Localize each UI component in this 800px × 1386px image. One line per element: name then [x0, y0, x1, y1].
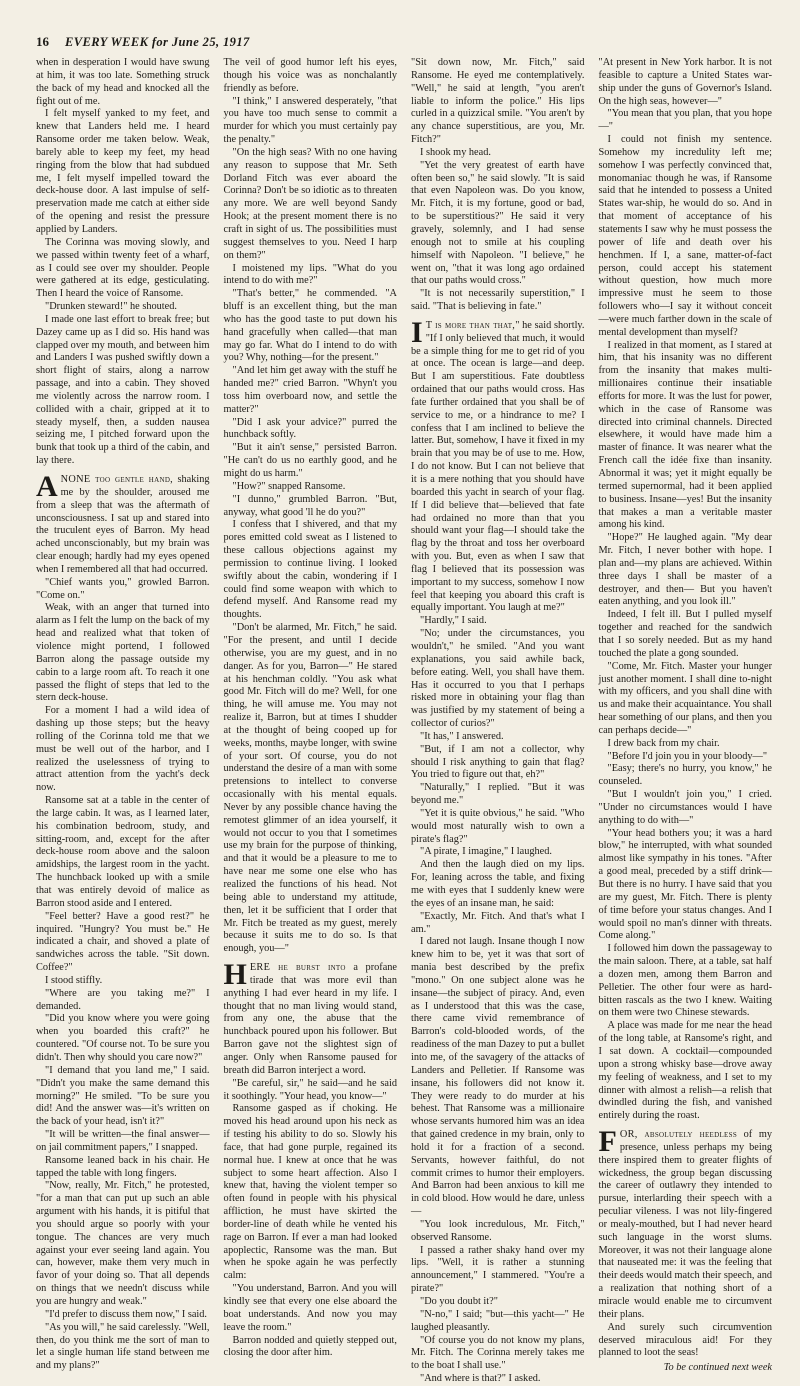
paragraph: "I think," I answered desperately, "that you have too much sense to commit a murder for which you must certainly pay the penalty." — [223, 95, 397, 146]
drop-cap: H — [223, 958, 247, 992]
paragraph: "Yet the very greatest of earth have often been so," he said slowly. "It is said that even Napoleon was. Do you know, Mr. Fitch, it is my fortune, good or bad, to be superstitious?" He said it very gravely, solemnly, and I had sense enough not to smile at his coupling himself with Napoleon. "I believe," he went on, "that it was long ago ordained that our paths would cross." — [411, 159, 585, 287]
paragraph: "Come, Mr. Fitch. Master your hunger just another moment. I shall dine to-night with my officers, and you shall dine with us and make their acquaintance. You shall hear something of our plans, and then you can perhaps decide—" — [598, 660, 772, 736]
paragraph: "Easy; there's no hurry, you know," he counseled. — [598, 763, 772, 788]
drop-cap: I — [411, 315, 423, 349]
paragraph: "At present in New York harbor. It is not feasible to capture a United States war-ship under the guns of Governor's Island. On the high seas, however—" — [598, 57, 772, 107]
paragraph: I moistened my lips. "What do you intend to do with me?" — [223, 262, 397, 287]
drop-cap: A — [36, 470, 58, 503]
paragraph: "How?" snapped Ransome. — [232, 480, 346, 492]
running-title: EVERY WEEK for June 25, 1917 — [65, 35, 250, 49]
paragraph: And surely such circumvention deserved miraculous aid! For they planned to loot the seas! — [598, 1321, 772, 1359]
paragraph: "And where is that?" I asked. — [420, 1373, 541, 1385]
paragraph: I passed a rather shaky hand over my lips. "Well, it is rather a stunning announcement," I stammered. "You're a pirate?" — [411, 1244, 585, 1295]
paragraph: "Of course you do not know my plans, Mr. Fitch. The Corinna merely takes me to the boat I shall use." — [411, 1334, 585, 1372]
paragraph: I felt myself yanked to my feet, and knew that Landers held me. I heard Ransome order me taken below. Weak, barely able to keep my feet, my head ringing from the blow that had subdued me, I felt myself impelled toward the deck-house door. A last impulse of self-preservation made me catch at either side of the opening and resist the pressure applied by Landers. — [36, 108, 210, 235]
paragraph: "But I wouldn't join you," I cried. "Under no circumstances would I have anything to do with—" — [598, 789, 772, 826]
paragraph: Barron nodded and quietly stepped out, closing the door after him. — [223, 1334, 397, 1359]
paragraph: "Now, really, Mr. Fitch," he protested, "for a man that can put up such an able argument with his hands, it is pitiful that you should argue so poorly with your tongue. The chances are very much against your ever seeing land again. You can, however, make them very much in favor of your doing so. That all depends on things that we needn't discuss while you are hungry and weak." — [36, 1180, 210, 1307]
paragraph-text: shaking me by the shoulder, aroused me from a sleep that was the aftermath of unconsciousness. I sat up and stared into the truculent eyes of Barron. My head ached unconscionably, but my brain was clear enough; hardly had my eyes opened when I remembered all that had occurred. — [36, 474, 210, 575]
paragraph: I shook my head. — [420, 146, 491, 158]
paragraph: I drew back from my chair. — [607, 737, 720, 749]
paragraph: The veil of good humor left his eyes, though his voice was as nonchalantly friendly as before. — [223, 57, 397, 94]
section-opening-paragraph — [598, 1125, 773, 1322]
paragraph: "It will be written—the final answer—on jail commitment papers," I snapped. — [36, 1129, 210, 1153]
paragraph: "You understand, Barron. And you will kindly see that every one else aboard the boat understands. And now you may leave the room." — [223, 1283, 397, 1333]
paragraph: "Sit down now, Mr. Fitch," said Ransome. He eyed me contemplatively. "Well," he said at length, "you aren't liable to inform the police." His lips curled in a quizzical smile. "You aren't by any chance superstitious, are you, Mr. Fitch?" — [411, 57, 585, 146]
paragraph: And then the laugh died on my lips. For, leaning across the table, and fixing me with eyes that I suddenly knew were the eyes of an insane man, he said: — [411, 859, 585, 909]
column-1 — [36, 57, 210, 1386]
paragraph: "Did you know where you were going when you boarded this craft?" he countered. "Of course not. To be sure you didn't. Then why should you care now?" — [36, 1013, 210, 1063]
paragraph: "And let him get away with the stuff he handed me?" cried Barron. "Whyn't you toss him overboard now, and settle the matter?" — [223, 365, 397, 415]
paragraph: "Yet it is quite obvious," he said. "Who would most naturally wish to own a pirate's flag?" — [411, 807, 585, 845]
paragraph: "But it ain't sense," persisted Barron. "He can't do us no earthly good, and he might do us harm." — [223, 442, 397, 479]
paragraph: I followed him down the passageway to the main saloon. There, at a table, sat half a dozen men, among them Barron and Pelletier. The other four were as hard-bitten rascals as the two I knew. Waiting on them were two Chinese stewards. — [598, 943, 772, 1019]
paragraph: "I'd prefer to discuss them now," I said. — [45, 1308, 208, 1320]
drop-cap: F — [598, 1125, 617, 1159]
paragraph: "Drunken steward!" he shouted. — [45, 301, 177, 313]
paragraph: I stood stiffly. — [45, 974, 103, 986]
paragraph: "N-no," I said; "but—this yacht—" He laughed pleasantly. — [411, 1308, 585, 1333]
paragraph: Ransome leaned back in his chair. He tapped the table with long fingers. — [36, 1154, 210, 1179]
paragraph: Ransome gasped as if choking. He moved his head around upon his neck as if testing his ability to do so. Slowly his face, that had gone purple, regained its normal hue. I knew at once that he was subject to some heart affection. Also I knew that, having the violent temper so often found in people with his physical affliction, he must have skirted the border-line of death while he vented his rage on Barron. If ever a man had looked apoplectic, Ransome was the man. But when he spoke again he was perfectly calm: — [223, 1103, 397, 1282]
paragraph: "Your head bothers you; it was a hard blow," he interrupted, with what sounded almost like sympathy in his tones. "After a good meal, preceded by a stiff drink— But there is no hurry. I have said that you are my guest, Mr. Fitch. There is plenty of time before your status changes. And I would spoil no man's dinner with threats. Come along." — [598, 827, 772, 942]
column-4 — [599, 57, 773, 1386]
paragraph: "Hardly," I said. — [420, 615, 487, 627]
section-opening-paragraph — [36, 470, 210, 577]
section-opening-paragraph — [411, 315, 585, 615]
paragraph: "No; under the circumstances, you wouldn't," he smiled. "And you want explanations, you said awhile back, before eating. Well, you shall have them. Has it occurred to you that I perhaps risked more in obtaining your flag than was justified by my statement of being a collector of curios?" — [411, 628, 585, 730]
paragraph: "Do you doubt it?" — [420, 1296, 498, 1307]
paragraph: "Don't be alarmed, Mr. Fitch," he said. "For the present, and until I decide otherwise, you are my guest, and in no danger. As for you, Barron—" He stared at his henchman coldly. "You ask what good Mr. Fitch will do me? Well, for one thing, he will amuse me. You may not realize it, Barron, but at times I shudder at the thought of being cooped up for weeks, months, maybe longer, with swine of your sort. Of course, you do not understand the desire of a man with some pretensions to intellect to converse occasionally with his mental equals. Never by any possible chance having the remotest glimmer of an idea yourself, it would not occur to you that I sometimes use my brain for the purpose of thinking, and that it would be a pleasure to me to have near me some one else who has realized the functions of his head. Not being able to understand my attitude, then, let it be sufficient that I order that Mr. Fitch be treated as my guest, merely because it suits me to do so. Is that enough, you—" — [223, 622, 397, 955]
lead-in: NONE too gentle hand, — [60, 474, 174, 485]
paragraph: "You mean that you plan, that you hope—" — [598, 108, 772, 133]
paragraph: For a moment I had a wild idea of dashing up those steps; but the heavy rolling of the Corinna told me that we must be well out of the harbor, and I realized the uselessness of trying to attract attention from the yacht's deck now. — [36, 705, 210, 794]
paragraph: "A pirate, I imagine," I laughed. — [420, 846, 552, 858]
page-header — [36, 34, 764, 52]
paragraph: "As you will," he said carelessly. "Well, then, do you think me the sort of man to let a single human life stand between me and my plans?" — [36, 1321, 210, 1372]
paragraph: "You look incredulous, Mr. Fitch," observed Ransome. — [411, 1218, 585, 1243]
paragraph: "Exactly, Mr. Fitch. And that's what I am." — [411, 910, 585, 935]
paragraph: I realized in that moment, as I stared at him, that his insanity was no different from the insanity that makes multi-millionaires continue their insatiable efforts for more. It was the lust for power, which in the case of Ransome was directed into criminal channels. Directed elsewhere, it would have made him a master of finance. It was nearer what the French call the idée fixe than insanity. Abnormal it was; yet it might equally be termed supernormal, had it been applied to business. Insane—yes! But the insanity that makes a man a veritable master among his kind. — [598, 339, 772, 531]
paragraph: Ransome sat at a table in the center of the large cabin. It was, as I learned later, his combination bedroom, study, and sitting-room, and, except for the after deck-house room above and the saloon amidships, the largest room in the yacht. The hunchback looked up with a smile that was entirely devoid of malice as Barron stood aside and I entered. — [36, 795, 210, 909]
paragraph: Weak, with an anger that turned into alarm as I felt the lump on the back of my head and realized what that token of violence might portend, I followed Barron along the passage outside my cabin to a large room aft. To reach it one passed the flight of steps that led to the stern deck-house. — [36, 602, 210, 704]
continued-note: To be continued next week — [663, 1362, 772, 1374]
paragraph: "I dunno," grumbled Barron. "But, anyway, what good 'll he do you?" — [223, 493, 397, 518]
paragraph-text: a profane tirade that was more evil than anything I had ever heard in my life. I thought that no man living would stand, from any one, the abuse that the hunchback poured upon his follower. But Barron gave not the slightest sign of anger. Only when Ransome paused for breath did Barron interject a word. — [223, 962, 397, 1076]
page-number: 16 — [36, 34, 49, 49]
paragraph: "Before I'd join you in your bloody—" — [607, 750, 768, 762]
paragraph: "Naturally," I replied. "But it was beyond me." — [411, 782, 585, 807]
paragraph: "But, if I am not a collector, why should I risk anything to gain that flag? You tried to figure out that, eh?" — [411, 743, 585, 781]
paragraph: "I demand that you land me," I said. "Didn't you make the same demand this morning?" He smiled. "To be sure you did! And the answer was—it's written on the back of your head, isn't it?" — [36, 1064, 210, 1128]
paragraph: Indeed, I felt ill. But I pulled myself together and reached for the sandwich that I so sorely needed. But as my hand touched the plate a gong sounded. — [598, 609, 772, 659]
paragraph: "That's better," he commended. "A bluff is an excellent thing, but the man who has the good taste to put down his hand gracefully when called—that man may go far. What do I intend to do with you? Why, nothing—for the present." — [223, 288, 397, 364]
paragraph: "Hope?" He laughed again. "My dear Mr. Fitch, I never bother with hope. I plan and—my plans are achieved. Within three days I shall be master of a destroyer, and then— But you haven't eaten anything, and you look ill." — [598, 532, 772, 608]
paragraph: "On the high seas? With no one having any reason to suppose that Mr. Seth Dorland Fitch was ever aboard the Corinna? Don't be so idiotic as to threaten any more. We are well beyond Sandy Hook; at the present moment there is no craft in sight of us. The possibilities must suggest themselves to you. Need I harp on them?" — [223, 146, 397, 261]
paragraph: when in desperation I would have swung at him, it was too late. Something struck the back of my head and knocked all the fight out of me. — [36, 57, 210, 107]
paragraph: The Corinna was moving slowly, and we passed within twenty feet of a wharf, as I could see over my shoulder. People were gathered at its edge, gesticulating. Then I heard the voice of Ransome. — [36, 236, 210, 300]
paragraph: I made one last effort to break free; but Dazey came up as I did so. His hand was clapped over my mouth, and between him and Landers I was pushed swiftly down a short flight of stairs, along a narrow passage, and into a cabin. They shoved me violently across the narrow room. I collided with a chair, gripped at it to steady myself, then, a sudden nausea seizing me, I pitched forward upon the bunk that took up a third of the cabin, and lay there. — [36, 313, 210, 467]
paragraph-text: " he said shortly. "If I only believed that much, it would be a simple thing for me to get rid of you at once. The ocean is large—and deep. But I am superstitious. Fate doubtless ordained that our paths would cross. Has fate further ordained that you shall be of service to me, or a hindrance to me? I confess that I am inclined to believe the latter. But, somehow, I have it fixed in my brain that you may be of use to me. How, I do not know. But I can not believe that it is a mere nothing that you should have boarded this yacht in search of your flag. If I did believe that—believed that fate had ordained no more than that you should want your flag—I should take the flag by the throat and toss her overboard with you. But, even as when I saw that flag I believed that its possession was important to my success, somehow I now feel that keeping you aboard this craft is equally important. You laugh at me?" — [411, 319, 585, 614]
paragraph: "Did I ask your advice?" purred the hunchback softly. — [223, 416, 397, 441]
article-columns — [36, 57, 772, 1385]
column-3 — [411, 57, 585, 1386]
paragraph: "Feel better? Have a good rest?" he inquired. "Hungry? You must be." He indicated a chair, and shoved a plate of sandwiches across the table. "Sit down. Coffee?" — [36, 910, 210, 974]
section-opening-paragraph — [223, 958, 398, 1078]
lead-in: OR, absolutely heedless — [619, 1129, 738, 1141]
paragraph: I could not finish my sentence. Somehow my incredulity left me; somehow I was perfectly convinced that, monomaniac though he was, if Ransome said that he intended to possess a United States war-ship, he would do so. And in that moment of acceptance of his statements I saw why he must possess the power of life and death over his henchmen. If I, a sane, matter-of-fact person, could accept his statement without question, how much more impressive must he seem to those followers who—I say it without conceit—were much farther down in the scale of mental development than myself? — [598, 134, 772, 338]
column-2 — [224, 57, 398, 1386]
paragraph: A place was made for me near the head of the long table, at Ransome's right, and I sat down. A cocktail—compounded upon a strong whisky base—drove away my feeling of weakness, and I set to my dinner with almost a relish—a relish that dwindled during the fish, and vanished entirely during the roast. — [598, 1020, 772, 1122]
paragraph: I dared not laugh. Insane though I now knew him to be, yet it was that sort of mania best described by the prefix "mono." On one subject alone was he insane—the subject of piracy. And, even as I understood that this was the case, there came vivid remembrance of Barron's cold-blooded words, of the readiness of the man Dazey to put a bullet into me, of the savagery of the attacks of Landers and Pelletier. If Ransome was insane, his followers did not know it. They were ready to do murder at his behest. That Ransome was a millionaire whose servants humored him was an idea that gained credence in my brain, only to hold it for a fraction of a second. Servants, however faithful, do not commit crimes to humor their employers. And Barron had been anxious to kill me in cold blood. How would he dare, unless— — [411, 936, 585, 1218]
paragraph: "It has," I answered. — [420, 730, 504, 742]
paragraph: I confess that I shivered, and that my pores emitted cold sweat as I listened to these callous objections against my permission to continue living. I looked swiftly about the cabin, wondering if I could find some weapon with which to defend myself. And Ransome read my thoughts. — [223, 519, 397, 621]
lead-in: T is more than that, — [425, 319, 516, 331]
lead-in: ERE he burst into — [249, 962, 346, 974]
paragraph: "Chief wants you," growled Barron. "Come on." — [36, 576, 210, 601]
paragraph: "Where are you taking me?" I demanded. — [36, 987, 210, 1012]
paragraph-text: of my presence, unless perhaps my being there inspired them to greater flights of wickedness, the group began discussing the career of outlawry they intended to pursue, interlarding their speech with a peculiar vileness. I was not lily-fingered or mealy-mouthed, but I had never heard such language in the worst slums. Moreover, it was not their language alone that nauseated me: it was the feeling that their deeds would match their speech, and a realization that nothing short of a miracle would enable me to circumvent their plans. — [598, 1129, 772, 1320]
paragraph: "Be careful, sir," he said—and he said it soothingly. "Your head, you know—" — [223, 1077, 397, 1102]
paragraph: "It is not necessarily superstition," I said. "That is believing in fate." — [411, 288, 585, 313]
